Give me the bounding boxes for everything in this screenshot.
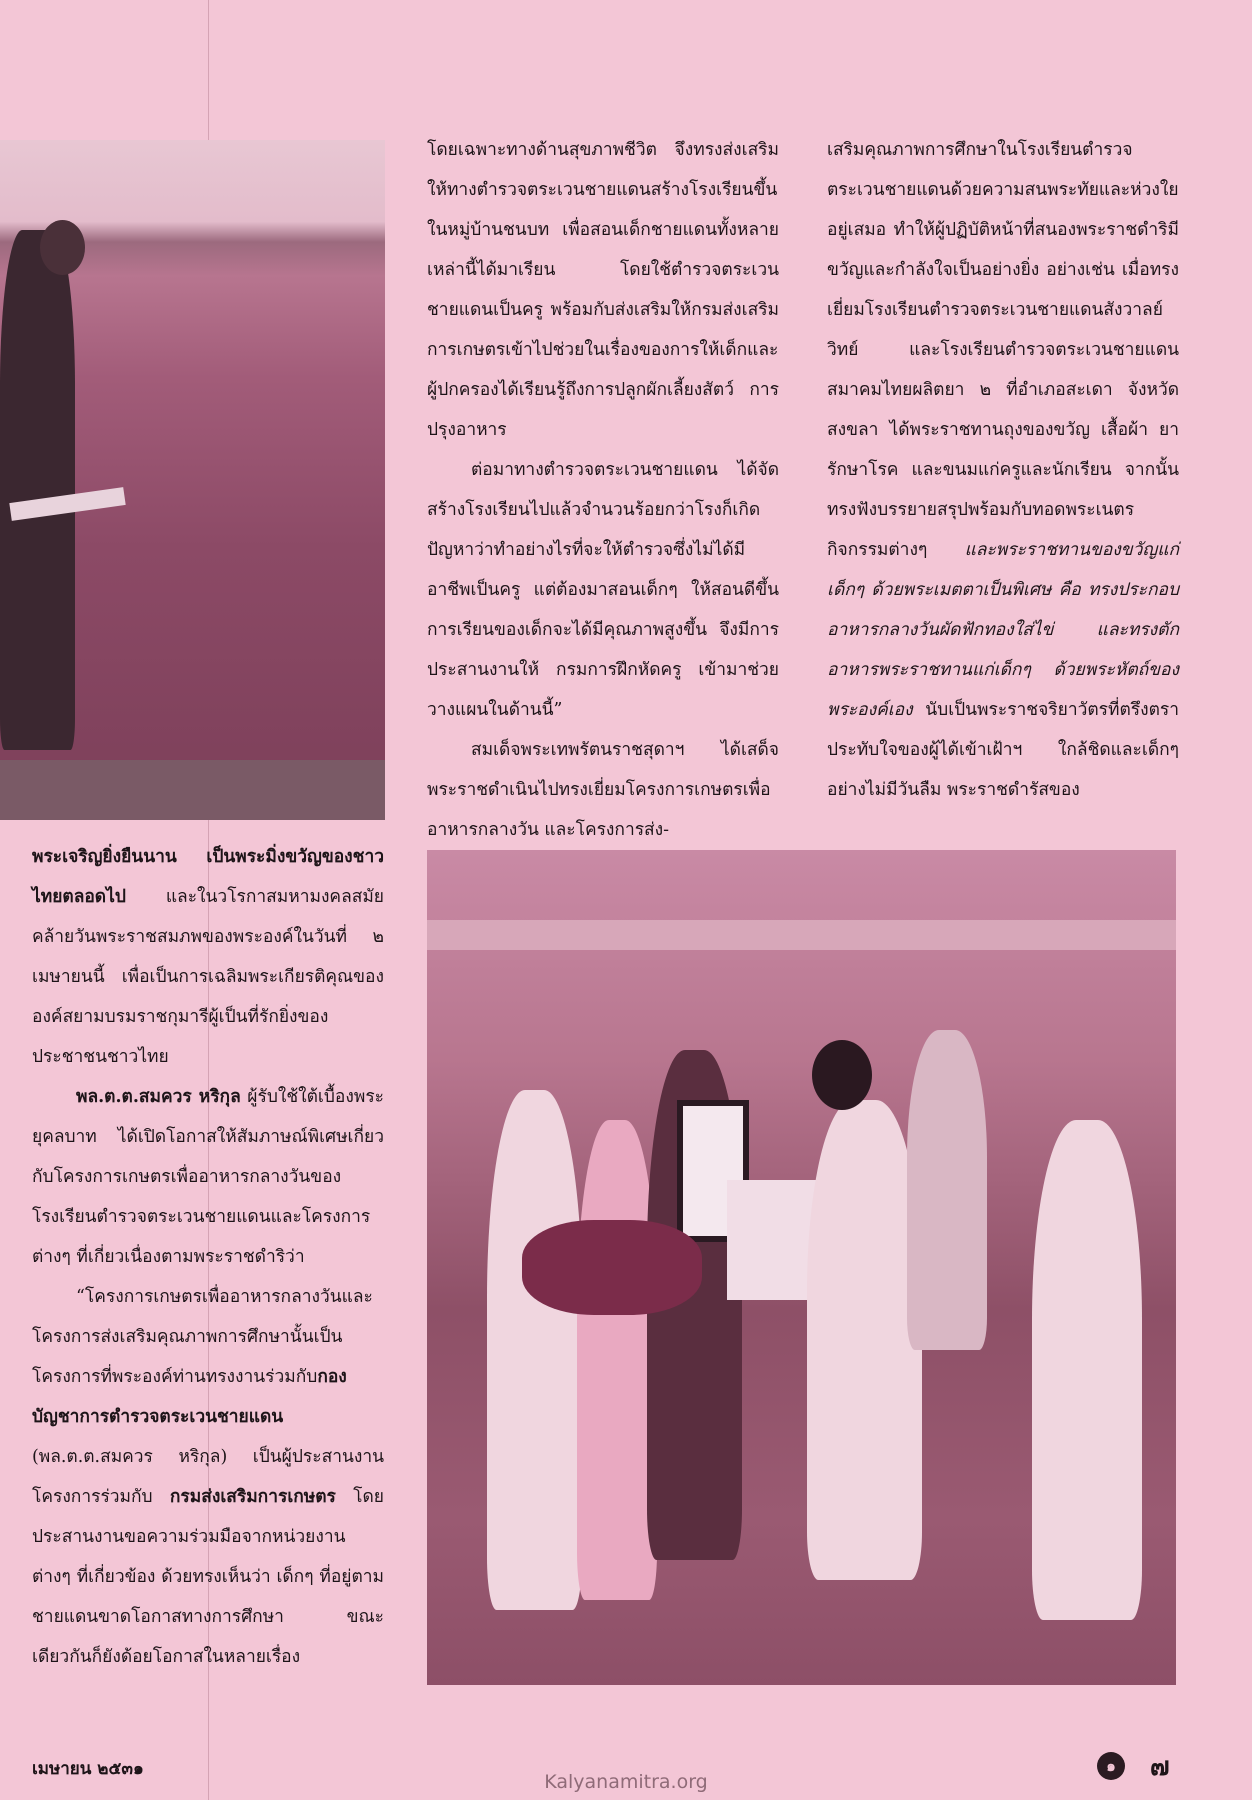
right-paragraph — [827, 130, 1179, 810]
left-p1-bold: พระเจริญยิ่งยืนนาน เป็นพระมิ่งขวัญของชาวไทยตลอดไป — [32, 847, 384, 907]
left-p3-d: กรมส่งเสริมการเกษตร — [169, 1487, 336, 1507]
left-p3-e: โดยประสานงานขอความร่วมมือจากหน่วยงานต่างๆ ที่เกี่ยวข้อง ด้วยทรงเห็นว่า เด็กๆ ที่อยู่ตามชายแดนขาดโอกาสทางการศึกษา ขณะเดียวกันก็ยังด้อยโอกาสในหลายเรื่อง — [32, 1487, 385, 1667]
site-watermark: Kalyanamitra.org — [544, 1771, 708, 1793]
left-paragraph-2 — [32, 1077, 384, 1277]
left-p3-a: “โครงการเกษตรเพื่ออาหารกลางวันและโครงการส่งเสริมคุณภาพการศึกษานั้นเป็นโครงการที่พระองค์ท่านทรงงานร่วมกับ — [32, 1287, 373, 1387]
gift-pillow — [522, 1220, 702, 1315]
middle-paragraph-1: โดยเฉพาะทางด้านสุขภาพชีวิต จึงทรงส่งเสริมให้ทางตำรวจตระเวนชายแดนสร้างโรงเรียนขึ้นในหมู่บ้านชนบท เพื่อสอนเด็กชายแดนทั้งหลายเหล่านี้ได้มาเรียน โดยใช้ตำรวจตระเวนชายแดนเป็นครู พร้อมกับส่งเสริมให้กรมส่งเสริมการเกษตรเข้าไปช่วยในเรื่องของการให้เด็กและผู้ปกครองได้เรียนรู้ถึงการปลูกผักเลี้ยงสัตว์ การปรุงอาหาร — [427, 140, 779, 440]
princess-figure — [807, 1100, 922, 1580]
left-p2-bold: พล.ต.ต.สมควร หริกุล — [76, 1087, 241, 1107]
field-photo — [0, 140, 385, 820]
standing-officer-figure — [0, 230, 75, 750]
page-number: ๗ — [1150, 1752, 1170, 1782]
article-column-right — [827, 130, 1179, 810]
article-column-middle — [427, 130, 779, 850]
left-paragraph-1 — [32, 837, 384, 1077]
left-p3-b: กองบัญชาการตำรวจตระเวนชายแดน — [32, 1367, 347, 1427]
left-paragraph-3 — [32, 1277, 384, 1677]
right-text-tail: นับเป็นพระราชจริยาวัตรที่ตรึงตราประทับใจของผู้ได้เข้าเฝ้าฯ ใกล้ชิดและเด็กๆ อย่างไม่มีวันลืม พระราชดำรัสของ — [827, 700, 1179, 800]
officer-head — [40, 220, 85, 275]
official-background — [907, 1030, 987, 1350]
right-text-italic: และพระราชทานของขวัญแก่เด็กๆ ด้วยพระเมตตาเป็นพิเศษ คือ ทรงประกอบอาหารกลางวันผัดฟักทองใส่ไข่ และทรงตักอาหารพระราชทานแก่เด็กๆ ด้วยพระหัตถ์ของพระองค์เอง — [827, 540, 1179, 720]
left-p1-rest: และในวโรกาสมหามงคลสมัยคล้ายวันพระราชสมภพของพระองค์ในวันที่ ๒ เมษายนนี้ เพื่อเป็นการเฉลิมพระเกียรติคุณขององค์สยามบรมราชกุมารีผู้เป็นที่รักยิ่งของประชาชนชาวไทย — [32, 887, 384, 1067]
middle-paragraph-3: สมเด็จพระเทพรัตนราชสุดาฯ ได้เสด็จพระราชดำเนินไปทรงเยี่ยมโครงการเกษตรเพื่ออาหารกลางวัน และโครงการส่ง- — [427, 740, 779, 840]
page-badge: ๑ — [1097, 1752, 1125, 1780]
ground-strip — [0, 760, 385, 820]
ceremony-photo — [427, 850, 1176, 1685]
left-p2-rest: ผู้รับใช้ใต้เบื้องพระยุคลบาท ได้เปิดโอกาสให้สัมภาษณ์พิเศษเกี่ยวกับโครงการเกษตรเพื่ออาหารกลางวันของโรงเรียนตำรวจตระเวนชายแดนและโครงการต่างๆ ที่เกี่ยวเนื่องตามพระราชดำริว่า — [32, 1087, 384, 1267]
footer-issue-date: เมษายน ๒๕๓๑ — [32, 1759, 144, 1779]
student-white-shirt — [487, 1090, 582, 1610]
middle-paragraph-2: ต่อมาทางตำรวจตระเวนชายแดน ได้จัดสร้างโรงเรียนไปแล้วจำนวนร้อยกว่าโรงก็เกิดปัญหาว่าทำอย่างไรที่จะให้ตำรวจซึ่งไม่ได้มีอาชีพเป็นครู แต่ต้องมาสอนเด็กๆ ให้สอนดีขึ้น การเรียนของเด็กจะได้มีคุณภาพสูงขึ้น จึงมีการประสานงานให้ กรมการฝึกหัดครู เข้ามาช่วยวางแผนในด้านนี้” — [427, 460, 779, 720]
woman-with-notepad — [1032, 1120, 1142, 1620]
right-text-normal: เสริมคุณภาพการศึกษาในโรงเรียนตำรวจตระเวนชายแดนด้วยความสนพระทัยและห่วงใยอยู่เสมอ ทำให้ผู้ปฏิบัติหน้าที่สนองพระราชดำริมีขวัญและกำลังใจเป็นอย่างยิ่ง อย่างเช่น เมื่อทรงเยี่ยมโรงเรียนตำรวจตระเวนชายแดนสังวาลย์วิทย์ และโรงเรียนตำรวจตระเวนชายแดนสมาคมไทยผลิตยา ๒ ที่อำเภอสะเดา จังหวัดสงขลา ได้พระราชทานถุงของขวัญ เสื้อผ้า ยารักษาโรค และขนมแก่ครูและนักเรียน จากนั้นทรงฟังบรรยายสรุปพร้อมกับทอดพระเนตรกิจกรรมต่างๆ — [827, 140, 1179, 560]
article-column-left — [32, 837, 384, 1677]
student-pink-shirt — [577, 1120, 657, 1600]
tent-roof — [427, 920, 1176, 950]
princess-head — [812, 1040, 872, 1110]
left-p3-c: (พล.ต.ต.สมควร หริกุล) เป็นผู้ประสานงานโครงการร่วมกับ — [32, 1447, 384, 1507]
